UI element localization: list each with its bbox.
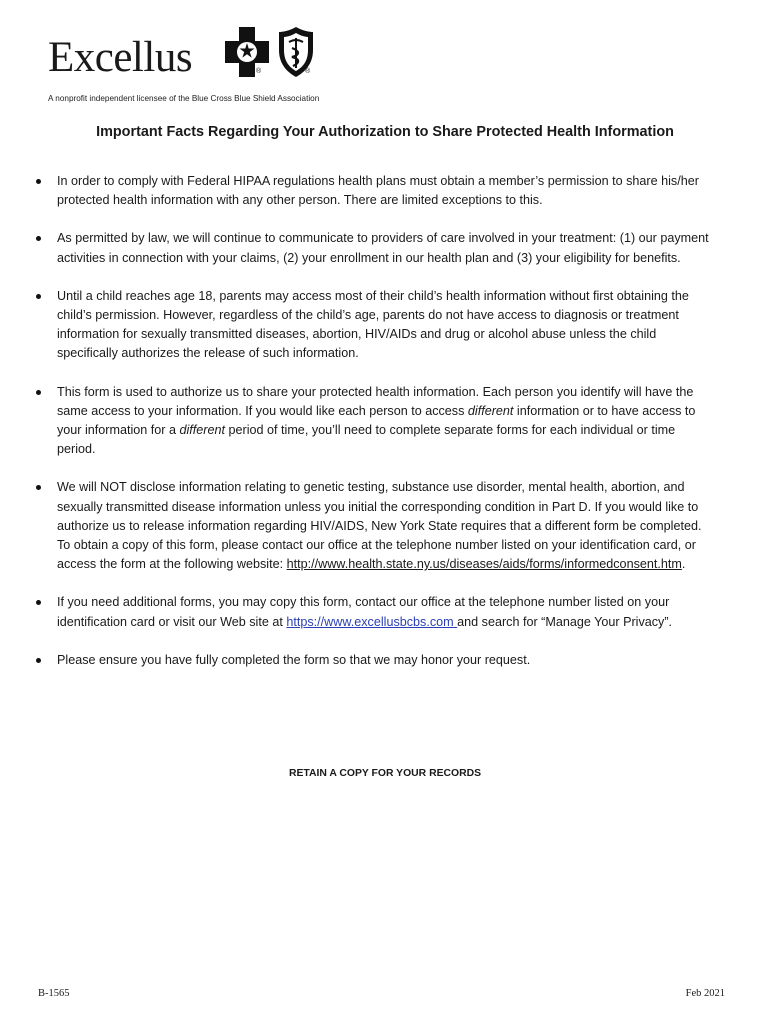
bullet-icon [36, 179, 41, 184]
excellus-website-link[interactable]: https://www.excellusbcbs.com [286, 614, 458, 629]
bullet-text: We will NOT disclose information relating to genetic testing, substance use disorder, mental health, abortion, and sexually transmitted disease information unless you initial the corresponding condition in Part D. If you would like to authorize us to release information regarding HIV/AIDS, New York State requires that a different form be completed. To obtain a copy of this form, please contact our office at the telephone number listed on your identification card, or access the form at the following website: [57, 480, 702, 572]
logo-wordmark: Excellus [48, 34, 193, 81]
bullet-text: period of time, you’ll need to complete separate forms for each individual or time period. [57, 423, 676, 457]
emphasis-text: different [467, 403, 514, 418]
bullet-text: . [681, 557, 686, 572]
blue-cross-icon [224, 26, 270, 78]
emphasis-text: different [179, 423, 226, 438]
bullet-icon [36, 600, 41, 605]
bullet-text: In order to comply with Federal HIPAA regulations health plans must obtain a member’s permission to share his/her protected health information with any other person. There are limited exceptions to this. [57, 174, 699, 208]
form-date: Feb 2021 [685, 988, 725, 999]
bullet-icon [36, 658, 41, 663]
bullet-text: and search for “Manage Your Privacy”. [457, 614, 673, 629]
excellus-logo [48, 26, 348, 106]
list-item [36, 593, 716, 631]
registered-mark: ® [256, 68, 262, 75]
bullet-icon [36, 390, 41, 395]
page-title: Important Facts Regarding Your Authorization to Share Protected Health Information [96, 124, 674, 140]
health-dept-link[interactable]: http://www.health.state.ny.us/diseases/aids/forms/informedconsent.htm [286, 557, 682, 572]
bullet-text: Please ensure you have fully completed the form so that we may honor your request. [57, 652, 531, 667]
facts-list [36, 172, 716, 689]
bullet-text: This form is used to authorize us to share your protected health information. Each person you identify will have the same access to your information. If you would like each person to access [57, 384, 694, 418]
bullet-icon [36, 485, 41, 490]
list-item [36, 229, 716, 267]
form-number: B-1565 [38, 988, 70, 999]
bullet-icon [36, 294, 41, 299]
list-item [36, 287, 716, 364]
list-item [36, 172, 716, 210]
bullet-text: If you need additional forms, you may copy this form, contact our office at the telephone number listed on your identification card or visit our Web site at [57, 595, 670, 629]
logo-tagline: A nonprofit independent licensee of the Blue Cross Blue Shield Association [48, 94, 320, 103]
bullet-text: Until a child reaches age 18, parents may access most of their child’s health information without first obtaining the child’s permission. However, regardless of the child’s age, parents do not have access to diagnosis or treatment information for sexually transmitted diseases, abortion, HIV/AIDs and drug or alcohol abuse unless the child specifically authorizes the release of such information. [57, 288, 689, 361]
list-item [36, 478, 716, 574]
list-item [36, 383, 716, 460]
registered-mark: ® [305, 68, 311, 75]
bullet-text: information or to have access to your information for a [57, 403, 696, 438]
bullet-text: As permitted by law, we will continue to communicate to providers of care involved in your treatment: (1) our payment activities in connection with your claims, (2) your enrollment in our health plan and (3) your eligibility for benefits. [57, 231, 709, 265]
list-item [36, 651, 716, 670]
retain-note: RETAIN A COPY FOR YOUR RECORDS [288, 768, 482, 779]
bullet-icon [36, 236, 41, 241]
